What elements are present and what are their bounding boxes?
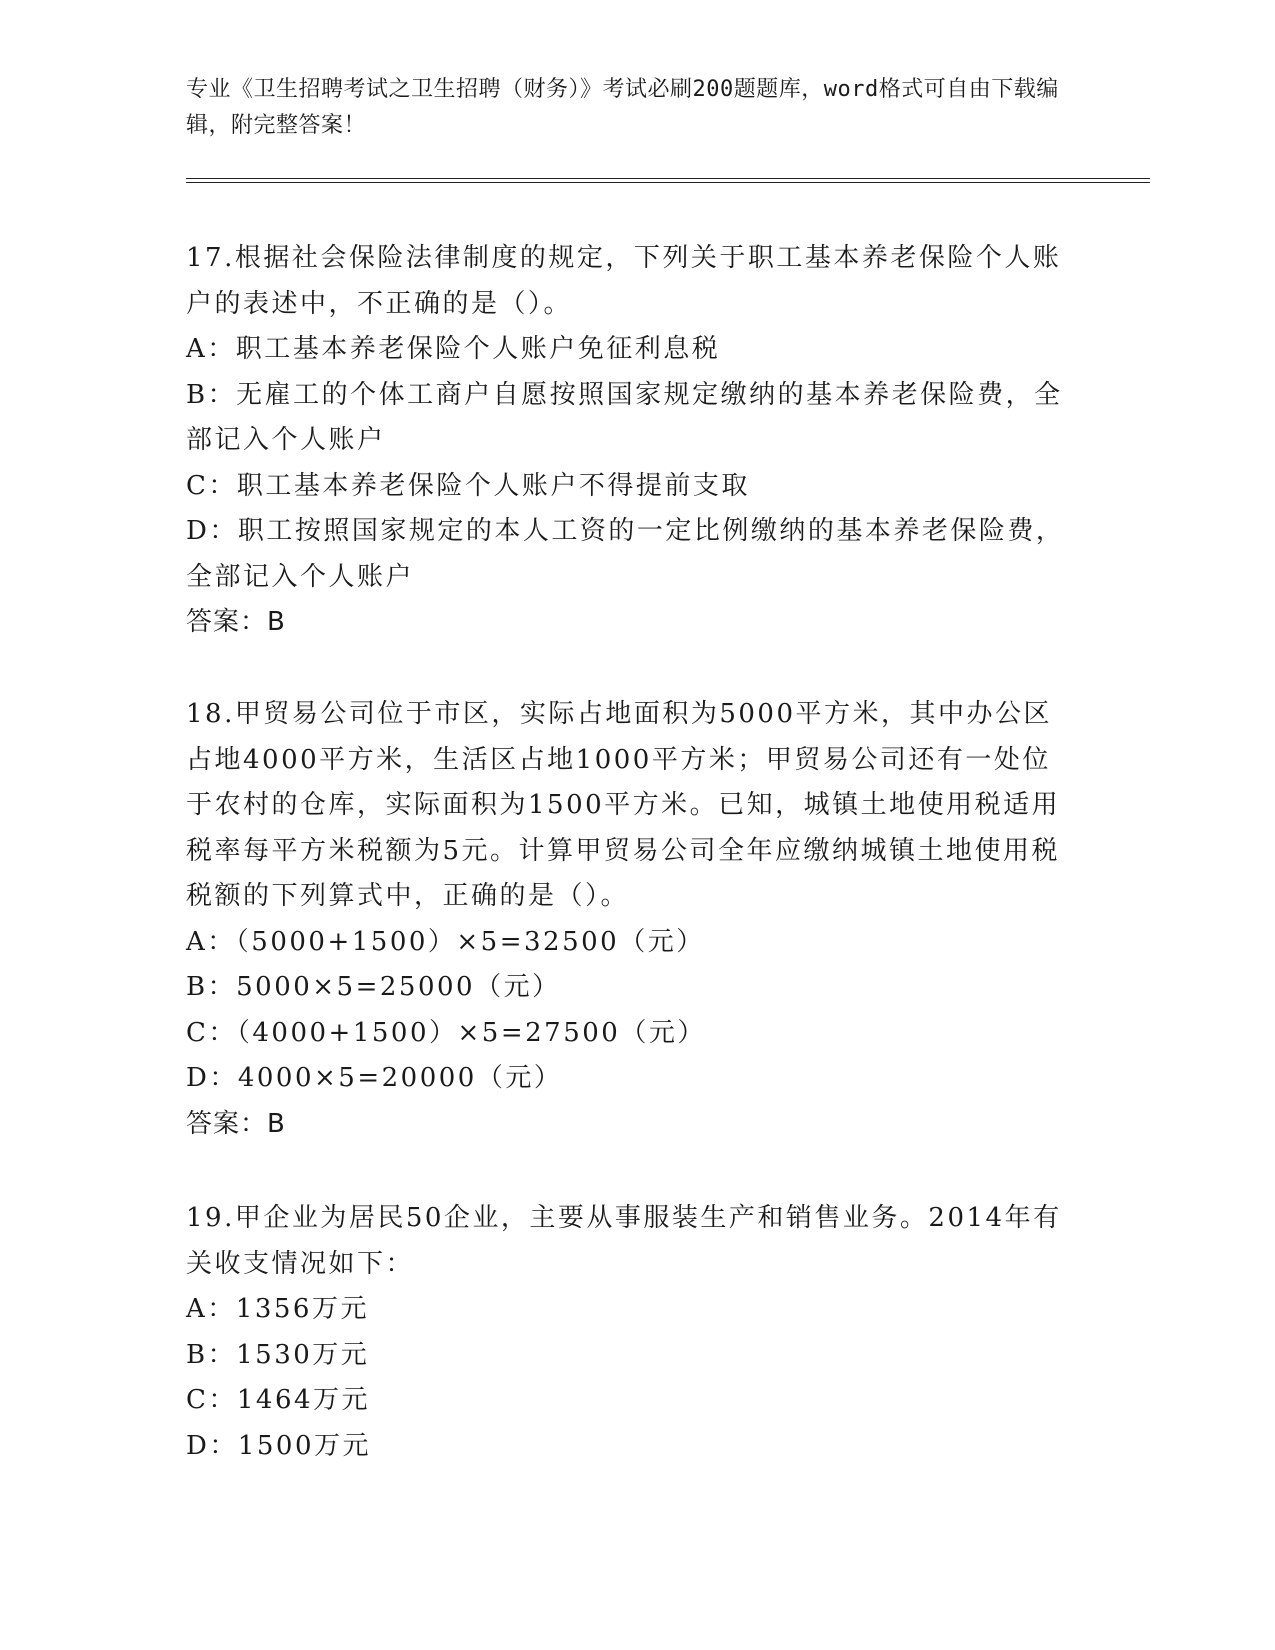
question-18 <box>186 692 1076 1147</box>
option-a: A：（5000+1500）×5=32500（元） <box>186 926 705 957</box>
option-c: C：1464万元 <box>186 1385 371 1415</box>
question-19 <box>186 1196 1076 1469</box>
question-stem: 19.甲企业为居民50企业，主要从事服装生产和销售业务。2014年有关收支情况如下： <box>186 1203 1062 1279</box>
option-c: C：职工基本养老保险个人账户不得提前支取 <box>186 470 750 501</box>
option-a: A：1356万元 <box>186 1294 369 1324</box>
question-17 <box>186 236 1076 646</box>
question-stem: 18.甲贸易公司位于市区，实际占地面积为5000平方米，其中办公区占地4000平方米，生活区占地1000平方米；甲贸易公司还有一处位于农村的仓库，实际面积为1500平方米。已知，城镇土地使用税适用税率每平方米税额为5元。计算甲贸易公司全年应缴纳城镇土地使用税税额的下列算式中，正确的是（）。 <box>186 699 1061 911</box>
document-header: 专业《卫生招聘考试之卫生招聘（财务）》考试必刷200题题库，word格式可自由下载编辑，附完整答案！ <box>186 77 1059 138</box>
option-d: D：职工按照国家规定的本人工资的一定比例缴纳的基本养老保险费，全部记入个人账户 <box>186 516 1065 592</box>
header-divider <box>186 178 1150 179</box>
option-b: B：1530万元 <box>186 1339 370 1370</box>
answer-line: 答案：B <box>186 1108 286 1139</box>
option-b: B：无雇工的个体工商户自愿按照国家规定缴纳的基本养老保险费，全部记入个人账户 <box>186 379 1063 455</box>
option-d: D：1500万元 <box>186 1430 372 1461</box>
option-b: B：5000×5=25000（元） <box>186 972 561 1002</box>
option-a: A：职工基本养老保险个人账户免征利息税 <box>186 334 721 364</box>
answer-line: 答案：B <box>186 607 286 637</box>
option-d: D：4000×5=20000（元） <box>186 1063 563 1093</box>
question-stem: 17.根据社会保险法律制度的规定，下列关于职工基本养老保险个人账户的表述中，不正确的是（）。 <box>186 243 1062 319</box>
option-c: C：（4000+1500）×5=27500（元） <box>186 1017 706 1048</box>
header-divider <box>186 182 1150 183</box>
